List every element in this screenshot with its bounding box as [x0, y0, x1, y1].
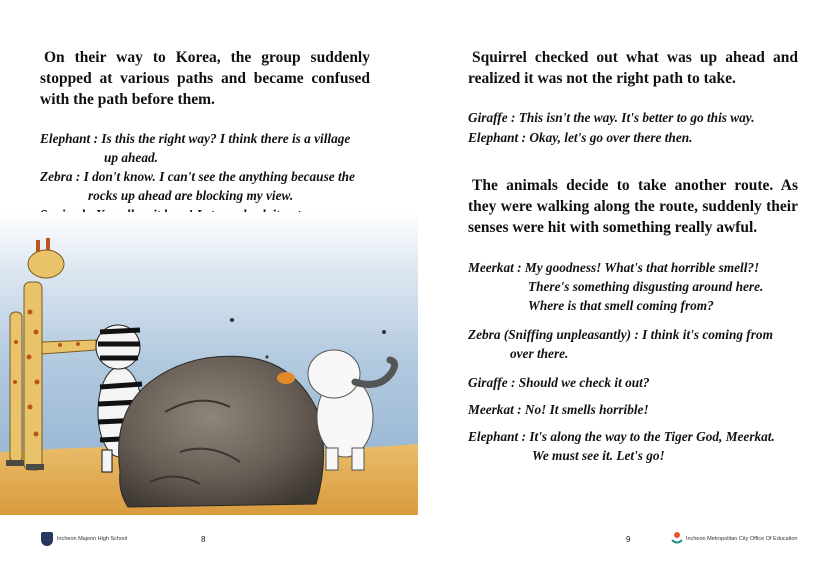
dialogue-line: My goodness! What's that horrible smell?!: [524, 260, 760, 275]
dialogue-line: Is this the right way? I think there is a village: [101, 131, 351, 146]
dialogue-meerkat: [468, 258, 808, 315]
left-narration: On their way to Korea, the group suddenly stopped at various paths and became confused with the path before them.: [40, 49, 370, 108]
dialogue-meerkat-2: [468, 400, 808, 419]
school-name: Incheon Majeon High School: [57, 536, 128, 542]
dialogue-line: Okay, let's go over there then.: [529, 130, 693, 145]
dialogue-elephant-2: [468, 427, 813, 465]
speaker-label: Zebra (Sniffing unpleasantly) :: [468, 327, 639, 342]
speaker-label: Meerkat :: [468, 260, 522, 275]
office-name: Incheon Metropolitan City Office Of Education: [686, 536, 798, 542]
dialogue-line: Should we check it out?: [518, 375, 650, 390]
dialogue-elephant: [468, 128, 808, 147]
story-illustration: [0, 212, 418, 515]
speaker-label: Giraffe :: [468, 110, 516, 125]
dialogue-line: This isn't the way. It's better to go this way.: [518, 110, 755, 125]
office-logo-icon: [671, 531, 683, 545]
squirrel-figure: [277, 372, 295, 384]
right-narration-2: The animals decide to take another route. As they were walking along the route, suddenly their senses were hit with something really awful.: [468, 177, 798, 236]
speaker-label: Elephant :: [468, 429, 526, 444]
dialogue-line-continued: There's something disgusting around here.: [528, 279, 764, 294]
dialogue-line: No! It smells horrible!: [524, 402, 649, 417]
page-number-right: 9: [626, 535, 631, 544]
dialogue-line-continued: up ahead.: [104, 150, 158, 165]
school-logo: [41, 532, 53, 546]
dialogue-line: I don't know. I can't see the anything because the: [83, 169, 355, 184]
dialogue-line: It's along the way to the Tiger God, Meerkat.: [529, 429, 775, 444]
speaker-label: Zebra :: [40, 169, 81, 184]
dialogue-line: I think it's coming from: [642, 327, 773, 342]
right-narration-1: Squirrel checked out what was up ahead and realized it was not the right path to take.: [468, 49, 798, 87]
dialogue-zebra: [40, 167, 380, 205]
speaker-label: Elephant :: [40, 131, 98, 146]
dialogue-line-continued: rocks up ahead are blocking my view.: [88, 188, 294, 203]
office-logo: [671, 530, 683, 544]
illustration-drawing: [0, 212, 418, 515]
right-page: [418, 0, 835, 571]
dialogue-zebra-sniffing: [468, 325, 808, 363]
speaker-label: Elephant :: [468, 130, 526, 145]
dialogue-giraffe: [468, 108, 808, 127]
speaker-label: Giraffe :: [468, 375, 516, 390]
dialogue-line-continued: Where is that smell coming from?: [528, 298, 714, 313]
dialogue-giraffe-2: [468, 373, 808, 392]
dialogue-elephant: [40, 129, 380, 167]
speaker-label: Meerkat :: [468, 402, 522, 417]
page-number-left: 8: [201, 535, 206, 544]
dialogue-line-continued: We must see it. Let's go!: [532, 448, 665, 463]
dialogue-line-continued: over there.: [510, 346, 569, 361]
